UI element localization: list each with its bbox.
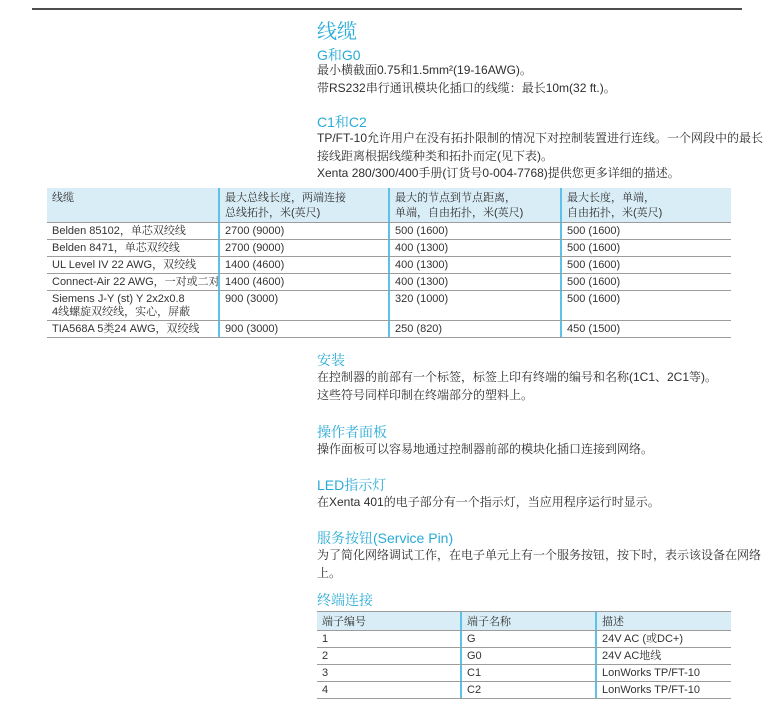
text-line: 操作面板可以容易地通过控制器前部的模块化插口连接到网络。 <box>317 442 654 456</box>
section-heading-c1-c2: C1和C2 <box>317 114 367 130</box>
paragraph-service-pin <box>317 547 762 582</box>
table-row: Belden 85102，单芯双绞线 2700 (9000) 500 (1600) 500 (1600) <box>47 222 731 239</box>
table-row: UL Level IV 22 AWG，双绞线 1400 (4600) 400 (1300) 500 (1600) <box>47 256 731 273</box>
table-row: 2 G0 24V AC地线 <box>317 647 731 664</box>
table-header-row <box>47 188 731 222</box>
text-line: TP/FT-10允许用户在没有拓扑限制的情况下对控制装置进行连线。一个网段中的最长 <box>317 131 764 145</box>
paragraph-g-g0 <box>317 62 757 97</box>
table-row: 1 G 24V AC (或DC+) <box>317 630 731 647</box>
column-header-terminal-name: 端子名称 <box>460 612 595 630</box>
section-heading-service-pin: 服务按钮(Service Pin) <box>317 530 454 546</box>
text-line: 上。 <box>317 565 342 580</box>
section-heading-installation: 安装 <box>317 352 345 368</box>
text-line: 最小横截面0.75和1.5mm²(19-16AWG)。 <box>317 63 532 77</box>
section-heading-g-g0: G和G0 <box>317 47 361 63</box>
paragraph-led <box>317 494 757 512</box>
text-line: 带RS232串行通讯模块化插口的线缆：最长10m(32 ft.)。 <box>317 80 616 95</box>
table-row: TIA568A 5类24 AWG，双绞线 900 (3000) 250 (820) 450 (1500) <box>47 320 731 337</box>
text-line: 为了简化网络调试工作，在电子单元上有一个服务按钮，按下时，表示该设备在网络 <box>317 548 762 562</box>
table-row: 4 C2 LonWorks TP/FT-10 <box>317 681 731 698</box>
terminal-table <box>317 611 731 699</box>
table-row: Siemens J-Y (st) Y 2x2x0.8 4线螺旋双绞线，实心，屏蔽 900 (3000) 320 (1000) 500 (1600) <box>47 290 731 320</box>
paragraph-c1-c2 <box>317 130 764 183</box>
text-line: Xenta 280/300/400手册(订货号0-004-7768)提供您更多详细的描述。 <box>317 166 680 180</box>
column-header-max-bus-length: 最大总线长度，两端连接 总线拓扑，米(英尺) <box>218 188 388 222</box>
paragraph-installation <box>317 369 757 404</box>
column-header-node-to-node: 最大的节点到节点距离， 单端，自由拓扑，米(英尺) <box>388 188 560 222</box>
text-line: 在控制器的前部有一个标签，标签上印有终端的编号和名称(1C1、2C1等)。 <box>317 370 718 384</box>
text-line: 在Xenta 401的电子部分有一个指示灯，当应用程序运行时显示。 <box>317 495 660 509</box>
table-header-row <box>317 612 731 630</box>
top-rule <box>32 8 742 10</box>
text-line: 接线距离根据线缆种类和拓扑而定(见下表)。 <box>317 148 553 163</box>
table-row: Belden 8471，单芯双绞线 2700 (9000) 400 (1300) 500 (1600) <box>47 239 731 256</box>
table-row: 3 C1 LonWorks TP/FT-10 <box>317 664 731 681</box>
column-header-cable: 线缆 <box>52 192 74 204</box>
column-header-description: 描述 <box>595 612 731 630</box>
section-heading-operator-panel: 操作者面板 <box>317 424 387 440</box>
page-title: 线缆 <box>317 21 357 43</box>
section-heading-led: LED指示灯 <box>317 477 387 493</box>
paragraph-operator-panel <box>317 441 757 459</box>
section-heading-terminals: 终端连接 <box>317 592 373 608</box>
column-header-max-length: 最大长度，单端， 自由拓扑，米(英尺) <box>560 188 731 222</box>
table-row: Connect-Air 22 AWG，一对或二对 1400 (4600) 400 (1300) 500 (1600) <box>47 273 731 290</box>
cable-spec-table <box>47 188 731 338</box>
text-line: 这些符号同样印制在终端部分的塑料上。 <box>317 387 534 402</box>
column-header-terminal-number: 端子编号 <box>322 616 366 628</box>
